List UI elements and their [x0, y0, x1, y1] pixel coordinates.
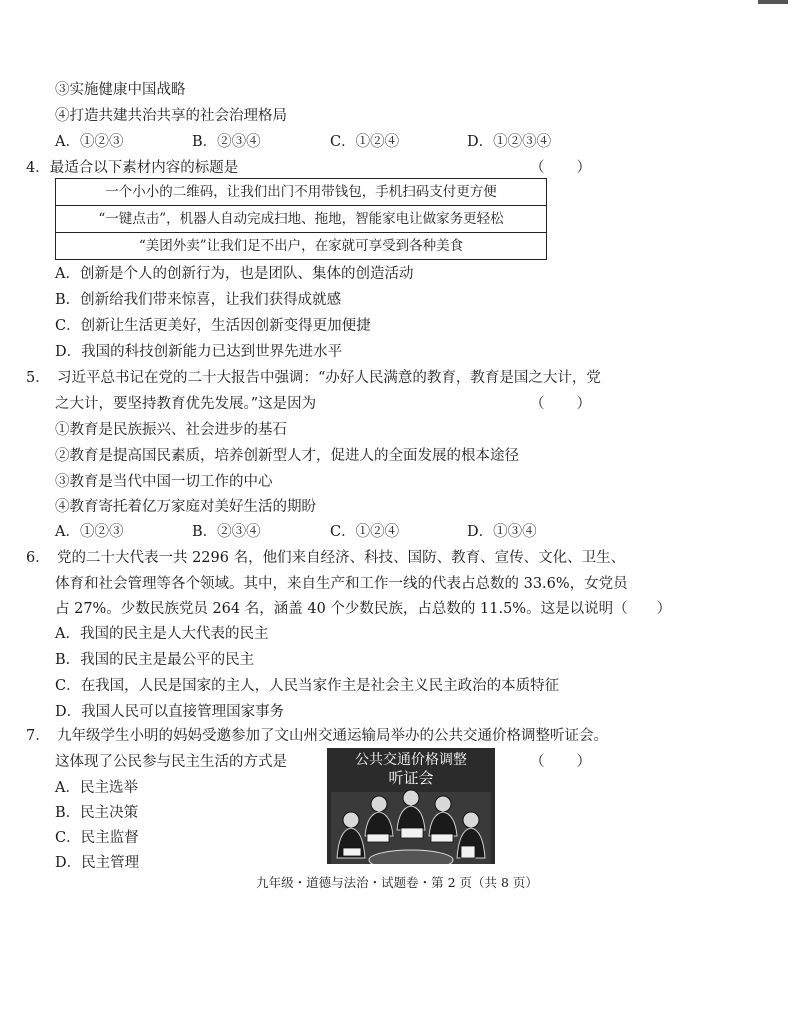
q5-item-3: ③教育是当代中国一切工作的中心 [55, 474, 273, 490]
q6-stem-line-1: 6． 党的二十大代表一共 2296 名，他们来自经济、科技、国防、教育、宣传、文化、卫生、 [26, 550, 626, 566]
q7-stem-line-2: 这体现了公民参与民主生活的方式是 [55, 754, 287, 770]
q3-option-c: C．①②④ [330, 134, 400, 150]
q3-option-a: A．①②③ [55, 134, 124, 150]
q5-item-2: ②教育是提高国民素质，培养创新型人才，促进人的全面发展的根本途径 [55, 448, 519, 464]
q6-stem-line-2: 体育和社会管理等各个领域。其中，来自生产和工作一线的代表占总数的 33.6%，女党员 [55, 576, 628, 592]
q7-option-d: D．民主管理 [55, 855, 140, 871]
q7-answer-paren: （ ） [530, 754, 592, 770]
q4-material-row-2: “一键点击”，机器人自动完成扫地、拖地，智能家电让做家务更轻松 [98, 211, 504, 227]
q7-option-a: A．民主选举 [55, 780, 138, 796]
hearing-illustration-title-line-1: 公共交通价格调整 [355, 752, 467, 768]
q3-item-3: ③实施健康中国战略 [55, 82, 186, 98]
hearing-illustration-title-line-2: 听证会 [388, 769, 434, 787]
q4-material-row-1: 一个小小的二维码，让我们出门不用带钱包，手机扫码支付更方便 [105, 184, 497, 200]
q5-option-b: B．②③④ [192, 524, 261, 540]
hearing-scene-figures [327, 748, 495, 864]
q5-option-c: C．①②④ [330, 524, 400, 540]
q5-option-d: D．①③④ [467, 524, 537, 540]
page-footer: 九年级・道德与法治・试题卷・第 2 页（共 8 页） [256, 875, 538, 890]
q3-option-d: D．①②③④ [467, 134, 552, 150]
q5-item-1: ①教育是民族振兴、社会进步的基石 [55, 422, 287, 438]
q4-option-d: D．我国的科技创新能力已达到世界先进水平 [55, 344, 343, 360]
q7-stem-line-1: 7． 九年级学生小明的妈妈受邀参加了文山州交通运输局举办的公共交通价格调整听证会。 [26, 728, 608, 744]
q6-option-d: D．我国人民可以直接管理国家事务 [55, 704, 285, 720]
q6-stem-line-3: 占 27%。少数民族党员 264 名，涵盖 40 个少数民族，占总数的 11.5%。这是以说明（ ） [55, 601, 672, 617]
q5-answer-paren: （ ） [530, 396, 592, 412]
q4-option-a: A．创新是个人的创新行为，也是团队、集体的创造活动 [55, 266, 414, 282]
q4-option-c: C．创新让生活更美好，生活因创新变得更加便捷 [55, 318, 371, 334]
q5-item-4: ④教育寄托着亿万家庭对美好生活的期盼 [55, 499, 316, 515]
q4-option-b: B．创新给我们带来惊喜，让我们获得成就感 [55, 292, 342, 308]
q6-option-b: B．我国的民主是最公平的民主 [55, 652, 255, 668]
q3-item-4: ④打造共建共治共享的社会治理格局 [55, 108, 287, 124]
q6-option-c: C．在我国，人民是国家的主人，人民当家作主是社会主义民主政治的本质特征 [55, 678, 560, 694]
q7-option-c: C．民主监督 [55, 830, 139, 846]
q4-stem: 4．最适合以下素材内容的标题是 [26, 160, 239, 176]
hearing-illustration [327, 748, 495, 864]
q3-option-b: B．②③④ [192, 134, 261, 150]
scan-mark [758, 0, 788, 4]
q5-stem-line-2: 之大计，要坚持教育优先发展。”这是因为 [55, 396, 317, 412]
q6-option-a: A．我国的民主是人大代表的民主 [55, 626, 269, 642]
q4-material-row-3: “美团外卖”让我们足不出户，在家就可享受到各种美食 [138, 238, 464, 254]
q4-material-box [55, 178, 547, 260]
q4-answer-paren: （ ） [530, 160, 592, 176]
q5-stem-line-1: 5． 习近平总书记在党的二十大报告中强调：“办好人民满意的教育，教育是国之大计，党 [26, 370, 601, 386]
q7-option-b: B．民主决策 [55, 805, 139, 821]
q5-option-a: A．①②③ [55, 524, 124, 540]
